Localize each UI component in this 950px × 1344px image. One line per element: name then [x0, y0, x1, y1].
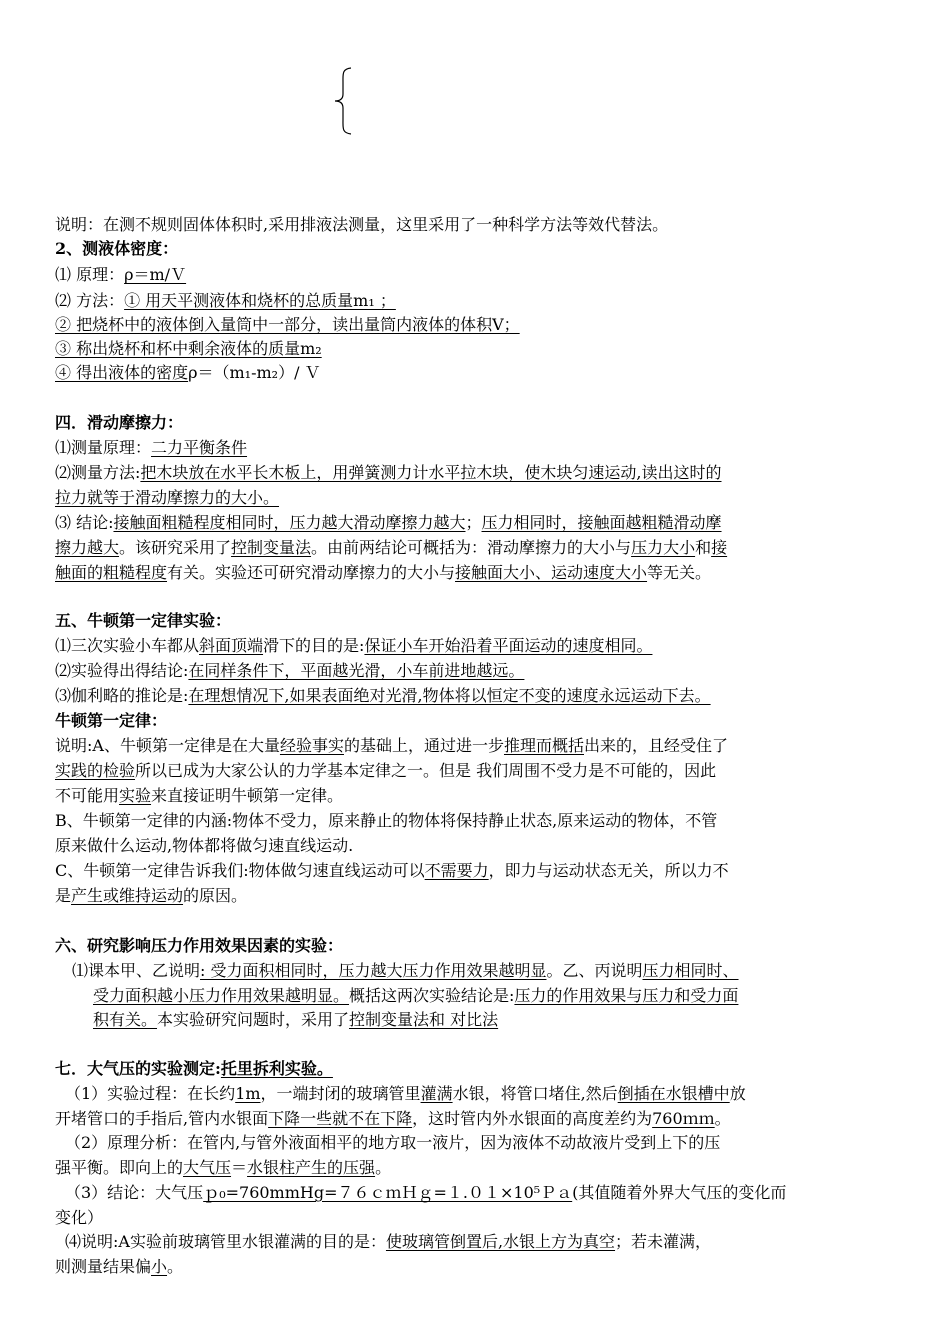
text-line-35 [55, 1156, 391, 1180]
underlined-answer: 在理想情况下,如果表面绝对光滑,物体将以恒定不变的速度永远运动下去。 [188, 686, 711, 705]
underlined-answer: 在同样条件下，平面越光滑，小车前进地越远。 [188, 661, 525, 680]
underlined-answer: 大气压 [183, 1158, 232, 1177]
text-line-22 [55, 784, 343, 808]
underlined-answer: ｐ₀=760mmHg=７６ｃｍＨｇ=１.０１×10⁵Ｐａ [203, 1183, 573, 1202]
text-line-37 [55, 1206, 103, 1230]
underlined-answer: 接 [711, 538, 728, 557]
underlined-answer: 实验 [119, 786, 152, 805]
text-line-6 [55, 337, 322, 361]
text-segment: 。乙、丙说明 [546, 961, 643, 980]
text-segment: 的原因。 [183, 886, 248, 905]
curly-brace-mark [333, 66, 355, 136]
text-segment: 是 [55, 886, 72, 905]
underlined-answer: 使玻璃管倒置后,水银上方为真空 [385, 1232, 616, 1251]
text-segment: 所以已成为大家公认的力学基本定律之一。但是 我们周围不受力是不可能的，因此 [135, 761, 717, 780]
underlined-answer: 产生或维持运动 [71, 886, 184, 905]
text-segment: ⑵ 方法： [55, 291, 125, 310]
text-segment: ＝ [231, 1158, 248, 1177]
text-segment: ，即力与运动状态无关，所以力不 [488, 861, 729, 880]
text-segment: 水银，将管口堵住,然后 [452, 1084, 618, 1103]
text-segment: 的基础上，通过进一步 [343, 736, 504, 755]
text-segment: ⑶ 结论: [55, 513, 114, 532]
underlined-answer: 经验事实 [279, 736, 344, 755]
underlined-answer: 接触面大小、运动速度大小 [455, 563, 648, 582]
text-line-4 [55, 289, 396, 313]
text-segment: 。由前两结论可概括为：滑动摩擦力的大小与 [311, 538, 632, 557]
text-segment: ⑴课本甲、乙说明 [72, 961, 201, 980]
text-segment: 牛顿第一定律： [55, 711, 168, 730]
text-line-30 [93, 1008, 498, 1032]
underlined-answer: 1m [235, 1084, 261, 1103]
underlined-answer: 把木块放在水平长木板上，用弹簧测力计水平拉木块，使木块匀速运动,读出这时的 [140, 463, 722, 482]
text-segment: 六、研究影响压力作用效果因素的实验： [55, 936, 344, 955]
underlined-answer: 接触面粗糙程度相同时，压力越大滑动摩擦力越大 [113, 513, 466, 532]
text-line-19 [55, 709, 167, 733]
text-segment: ⑶伽利略的推论是: [55, 686, 189, 705]
underlined-answer: 760ｍｍ [652, 1109, 715, 1128]
text-line-13 [55, 536, 727, 560]
text-segment: ⑴三次实验小车都从 [55, 636, 200, 655]
underlined-answer: ρ＝m/Ｖ [124, 265, 187, 284]
text-line-17 [55, 659, 524, 683]
text-line-20 [55, 734, 728, 758]
text-line-28 [72, 959, 739, 983]
underlined-answer: 水银柱产生的压强 [247, 1158, 376, 1177]
text-line-33 [55, 1107, 731, 1131]
text-segment: 说明:A、牛顿第一定律是在大量 [55, 736, 280, 755]
underlined-answer: 二力平衡条件 [151, 438, 248, 457]
underlined-answer: 灌满 [420, 1084, 453, 1103]
text-line-24 [55, 834, 353, 858]
text-segment: ，一端封闭的玻璃管里 [260, 1084, 421, 1103]
underlined-answer: 压力相同时，接触面越粗糙滑动摩 [481, 513, 722, 532]
text-line-29 [93, 984, 738, 1008]
text-segment: ； [465, 513, 482, 532]
underlined-answer: 积有关。 [93, 1010, 158, 1029]
underlined-answer: 保证小车开始沿着平面运动的速度相同。 [364, 636, 653, 655]
underlined-answer: 实践的检验 [55, 761, 136, 780]
text-segment: （2）原理分析：在管内,与管外液面相平的地方取一液片，因为液体不动故液片受到上下的压 [65, 1133, 721, 1152]
text-line-26 [55, 884, 247, 908]
text-segment: 出来的，且经受住了 [584, 736, 729, 755]
text-segment: （3）结论：大气压 [65, 1183, 204, 1202]
text-line-32 [65, 1082, 746, 1106]
underlined-answer: 压力相同时、 [642, 961, 739, 980]
underlined-answer: : 受力面积相同时，压力越大压力作用效果越明显 [200, 961, 547, 980]
text-segment: 和 [695, 538, 712, 557]
text-segment: 概括这两次实验结论是: [349, 986, 515, 1005]
text-segment: 。 [167, 1257, 184, 1276]
text-line-23 [55, 809, 717, 833]
text-line-3 [55, 263, 186, 287]
text-segment: （1）实验过程：在长约 [65, 1084, 236, 1103]
underlined-answer: 推理而概括 [503, 736, 584, 755]
text-segment: 。该研究采用了 [119, 538, 232, 557]
text-line-18 [55, 684, 711, 708]
text-segment: 开堵管口的手指后,管内水银面 [55, 1109, 269, 1128]
text-line-39 [55, 1255, 183, 1279]
underlined-answer: 托里拆利实验。 [220, 1059, 333, 1078]
text-segment: 四．滑动摩擦力： [55, 413, 184, 432]
text-segment: 五、牛顿第一定律实验： [55, 611, 232, 630]
underlined-answer: 压力大小 [631, 538, 696, 557]
text-line-27 [55, 934, 343, 958]
text-segment: ；若未灌满， [615, 1232, 712, 1251]
text-line-10 [55, 461, 722, 485]
text-segment: 变化） [55, 1208, 104, 1227]
text-line-34 [65, 1131, 720, 1155]
underlined-answer: 不需要力 [424, 861, 489, 880]
text-segment: 来直接证明牛顿第一定律。 [151, 786, 344, 805]
underlined-answer: 受力面积越小压力作用效果越明显。 [93, 986, 350, 1005]
text-line-12 [55, 511, 722, 535]
text-line-15 [55, 609, 231, 633]
text-line-9 [55, 436, 247, 460]
text-segment: 强平衡。即向上的 [55, 1158, 184, 1177]
text-segment: 本实验研究问题时，采用了 [157, 1010, 350, 1029]
text-segment: 等无关。 [647, 563, 712, 582]
text-segment: 原来做什么运动,物体都将做匀速直线运动. [55, 836, 354, 855]
text-segment: ⑵实验得出得结论: [55, 661, 189, 680]
text-segment: ⑴ 原理： [55, 265, 125, 284]
text-segment: 放 [729, 1084, 746, 1103]
text-line-16 [55, 634, 652, 658]
underlined-answer: 控制变量法和 对比法 [349, 1010, 499, 1029]
text-segment: 有关。实验还可研究滑动摩擦力的大小与 [167, 563, 456, 582]
text-segment: 。 [375, 1158, 392, 1177]
text-line-25 [55, 859, 729, 883]
text-segment: 。 [714, 1109, 731, 1128]
underlined-answer: ④ 得出液体的密度 [55, 363, 189, 382]
text-segment: ⑷说明:A实验前玻璃管里水银灌满的目的是： [65, 1232, 386, 1251]
text-line-31 [55, 1057, 333, 1081]
text-segment: (其值随着外界大气压的变化而 [572, 1183, 787, 1202]
underlined-answer: ① 用天平测液体和烧杯的总质量m₁ ； [124, 291, 396, 310]
underlined-answer: 小 [151, 1257, 168, 1276]
text-line-36 [65, 1181, 786, 1205]
text-line-38 [65, 1230, 711, 1254]
text-line-8 [55, 411, 183, 435]
underlined-answer: 下降一些就不在下降 [268, 1109, 413, 1128]
text-segment: ρ＝（m₁-m₂）/ Ｖ [188, 363, 321, 382]
underlined-answer: 控制变量法 [231, 538, 312, 557]
underlined-answer: ③ 称出烧杯和杯中剩余液体的质量m₂ [55, 339, 322, 358]
text-segment: 说明：在测不规则固体体积时,采用排液法测量，这里采用了一种科学方法等效代替法。 [55, 215, 669, 234]
text-line-1 [55, 213, 668, 237]
underlined-answer: ② 把烧杯中的液体倒入量筒中一部分，读出量筒内液体的体积V； [55, 315, 520, 334]
text-segment: ⑵测量方法: [55, 463, 141, 482]
underlined-answer: 倒插在水银槽中 [617, 1084, 730, 1103]
text-line-5 [55, 313, 520, 337]
text-line-21 [55, 759, 716, 783]
text-segment: 不可能用 [55, 786, 120, 805]
underlined-answer: 压力的作用效果与压力和受力面 [514, 986, 739, 1005]
text-segment: 七．大气压的实验测定: [55, 1059, 221, 1078]
underlined-answer: 触面的粗糙程度 [55, 563, 168, 582]
text-line-7 [55, 361, 321, 385]
text-segment: 2、测液体密度： [55, 239, 179, 258]
underlined-answer: 拉力就等于滑动摩擦力的大小。 [55, 488, 280, 507]
text-line-14 [55, 561, 711, 585]
text-segment: ⑴测量原理： [55, 438, 152, 457]
text-segment: C、牛顿第一定律告诉我们:物体做匀速直线运动可以 [55, 861, 425, 880]
text-line-2 [55, 237, 178, 261]
text-segment: 则测量结果偏 [55, 1257, 152, 1276]
text-segment: ，这时管内外水银面的高度差约为 [412, 1109, 653, 1128]
underlined-answer: 擦力越大 [55, 538, 120, 557]
underlined-answer: 斜面顶端 [199, 636, 264, 655]
text-segment: 滑下的目的是: [263, 636, 365, 655]
text-segment: B、牛顿第一定律的内涵:物体不受力，原来静止的物体将保持静止状态,原来运动的物体，不管 [55, 811, 718, 830]
text-line-11 [55, 486, 279, 510]
